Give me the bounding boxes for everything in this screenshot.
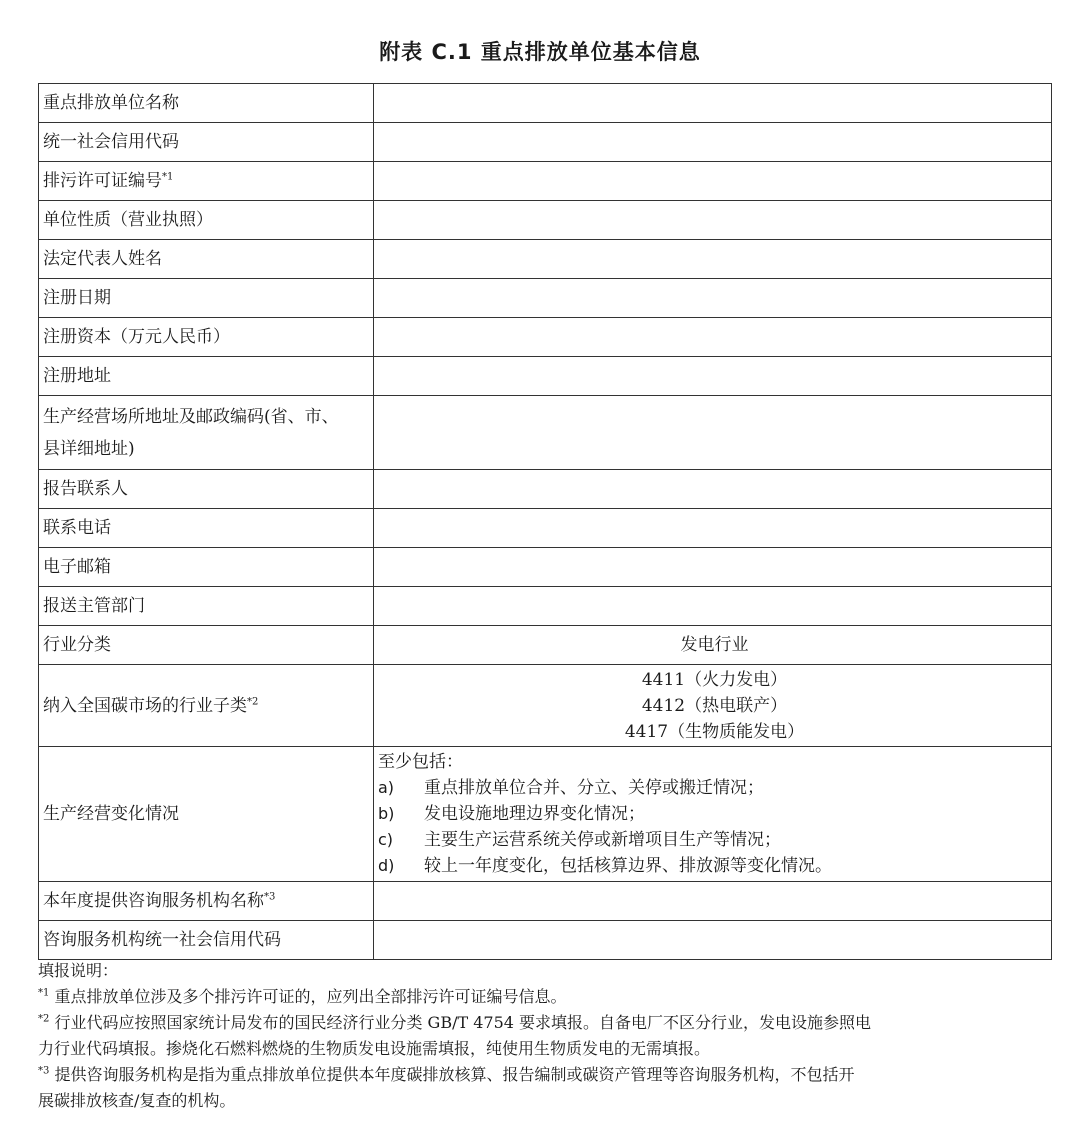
list-item: c) 主要生产运营系统关停或新增项目生产等情况；	[378, 830, 781, 850]
row-label: 法定代表人姓名	[39, 240, 374, 279]
industry-subcategory-value: 4411（火力发电） 4412（热电联产） 4417（生物质能发电）	[374, 665, 1052, 747]
table-row	[39, 587, 1052, 626]
row-value	[374, 84, 1052, 123]
table-row	[39, 509, 1052, 548]
row-value	[374, 123, 1052, 162]
row-label: 报告联系人	[39, 470, 374, 509]
table-row	[39, 84, 1052, 123]
operation-change-value: 至少包括： a) 重点排放单位合并、分立、关停或搬迁情况； b) 发电设施地理边界变化情况； c) 主要生产运营系统关停或新增项目生产等情况； d) 较上一年度变化，包括核算边界、排放源等变化情况。	[374, 747, 1052, 882]
row-value	[374, 162, 1052, 201]
list-item: d) 较上一年度变化，包括核算边界、排放源等变化情况。	[378, 856, 832, 876]
row-label: 行业分类	[39, 626, 374, 665]
row-label: 报送主管部门	[39, 587, 374, 626]
table-row	[39, 548, 1052, 587]
footnote-mark: *1	[162, 171, 174, 183]
table-row	[39, 626, 1052, 665]
row-label: 生产经营变化情况	[39, 747, 374, 882]
list-item: a) 重点排放单位合并、分立、关停或搬迁情况；	[378, 778, 764, 798]
footnote-3-cont: 展碳排放核查/复查的机构。	[38, 1091, 236, 1110]
row-label: 联系电话	[39, 509, 374, 548]
row-value	[374, 882, 1052, 921]
table-row	[39, 279, 1052, 318]
footnote-2: $^{*2}$ 行业代码应按照国家统计局发布的国民经济行业分类 GB/T 4754 要求填报。自备电厂不区分行业，发电设施参照电	[38, 1013, 872, 1032]
row-label: 注册地址	[39, 357, 374, 396]
footnote-mark: *3	[264, 891, 276, 903]
row-label: 生产经营场所地址及邮政编码(省、市、 县详细地址)	[39, 396, 374, 470]
page-title: 附表 C.1 重点排放单位基本信息	[379, 40, 701, 64]
table-row	[39, 162, 1052, 201]
table-row	[39, 665, 1052, 747]
row-label: 单位性质（营业执照）	[39, 201, 374, 240]
row-label: 注册资本（万元人民币）	[39, 318, 374, 357]
table-row	[39, 747, 1052, 882]
footnote-3: $^{*3}$ 提供咨询服务机构是指为重点排放单位提供本年度碳排放核算、报告编制或碳资产管理等咨询服务机构，不包括开	[38, 1065, 855, 1084]
row-label: 注册日期	[39, 279, 374, 318]
row-label: 咨询服务机构统一社会信用代码	[39, 921, 374, 960]
row-value	[374, 921, 1052, 960]
row-value	[374, 587, 1052, 626]
footnote-mark: *2	[247, 695, 259, 707]
row-label: 电子邮箱	[39, 548, 374, 587]
change-list	[378, 775, 1051, 879]
row-label: 本年度提供咨询服务机构名称$^{*3}$	[39, 882, 374, 921]
row-value	[374, 548, 1052, 587]
row-value	[374, 357, 1052, 396]
row-value	[374, 318, 1052, 357]
row-label: 纳入全国碳市场的行业子类$^{*2}$	[39, 665, 374, 747]
table-row	[39, 318, 1052, 357]
row-value	[374, 240, 1052, 279]
row-value	[374, 509, 1052, 548]
list-item: b) 发电设施地理边界变化情况；	[378, 804, 645, 824]
notes-heading: 填报说明：	[38, 961, 119, 980]
table-row	[39, 123, 1052, 162]
table-row	[39, 357, 1052, 396]
filling-notes	[38, 958, 1058, 1114]
row-value	[374, 470, 1052, 509]
table-row	[39, 240, 1052, 279]
row-label: 统一社会信用代码	[39, 123, 374, 162]
table-row	[39, 201, 1052, 240]
row-label: 排污许可证编号$^{*1}$	[39, 162, 374, 201]
industry-category-value: 发电行业	[374, 626, 1052, 665]
table-row	[39, 882, 1052, 921]
row-value	[374, 201, 1052, 240]
row-value	[374, 279, 1052, 318]
footnote-1: $^{*1}$ 重点排放单位涉及多个排污许可证的，应列出全部排污许可证编号信息。	[38, 987, 567, 1006]
unit-info-table	[38, 83, 1052, 960]
row-value	[374, 396, 1052, 470]
row-label: 重点排放单位名称	[39, 84, 374, 123]
table-row	[39, 921, 1052, 960]
footnote-2-cont: 力行业代码填报。掺烧化石燃料燃烧的生物质发电设施需填报，纯使用生物质发电的无需填报。	[38, 1039, 711, 1058]
table-row	[39, 470, 1052, 509]
table-row	[39, 396, 1052, 470]
